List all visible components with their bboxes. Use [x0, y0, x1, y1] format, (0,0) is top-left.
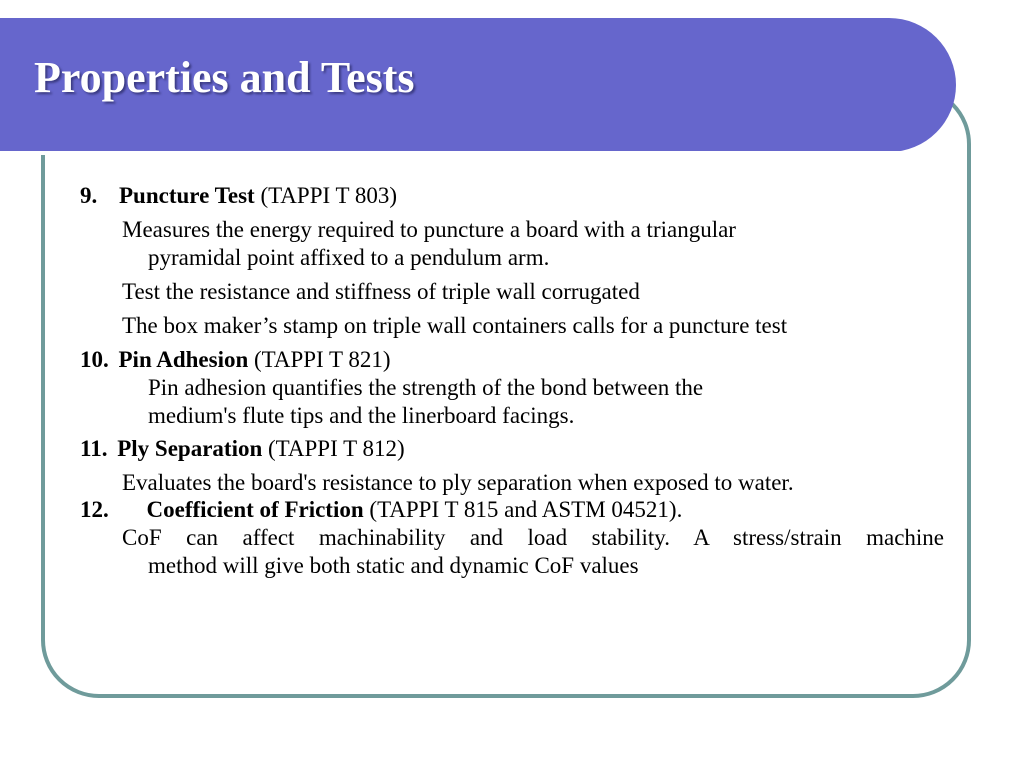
item-reference: (TAPPI T 803): [254, 183, 398, 208]
item-10-line-2: medium's flute tips and the linerboard facings.: [148, 403, 575, 428]
item-number: 10.: [80, 347, 109, 372]
item-name: Ply Separation: [117, 436, 263, 461]
item-10-line-1: Pin adhesion quantifies the strength of the bond between the: [148, 375, 704, 400]
item-9-line-2: pyramidal point affixed to a pendulum arm.: [148, 245, 550, 270]
item-9-line-3: Test the resistance and stiffness of triple wall corrugated: [122, 279, 640, 304]
item-9-line-4: The box maker’s stamp on triple wall containers calls for a puncture test: [122, 313, 788, 338]
item-reference: (TAPPI T 821): [248, 347, 391, 372]
item-12-line-1: CoF can affect machinability and load stability. A stress/strain machine: [122, 525, 944, 550]
item-12-heading: [80, 496, 682, 524]
item-name: Coefficient of Friction: [146, 497, 364, 522]
item-10-heading: [80, 346, 391, 374]
item-name: Pin Adhesion: [118, 347, 249, 372]
item-9-heading: [80, 182, 397, 210]
item-reference: (TAPPI T 815 and ASTM 04521).: [363, 497, 683, 522]
item-12-line-2: method will give both static and dynamic CoF values: [148, 553, 639, 578]
item-number: 11.: [80, 436, 108, 461]
item-number: 9.: [80, 183, 98, 208]
item-name: Puncture Test: [119, 183, 255, 208]
slide-title: Properties and Tests: [34, 53, 415, 102]
item-11-line-1: Evaluates the board's resistance to ply separation when exposed to water.: [122, 470, 794, 495]
item-11-heading: [80, 435, 405, 463]
item-9-line-1: Measures the energy required to puncture a board with a triangular: [122, 217, 736, 242]
item-reference: (TAPPI T 812): [262, 436, 405, 461]
item-number: 12.: [80, 497, 109, 522]
